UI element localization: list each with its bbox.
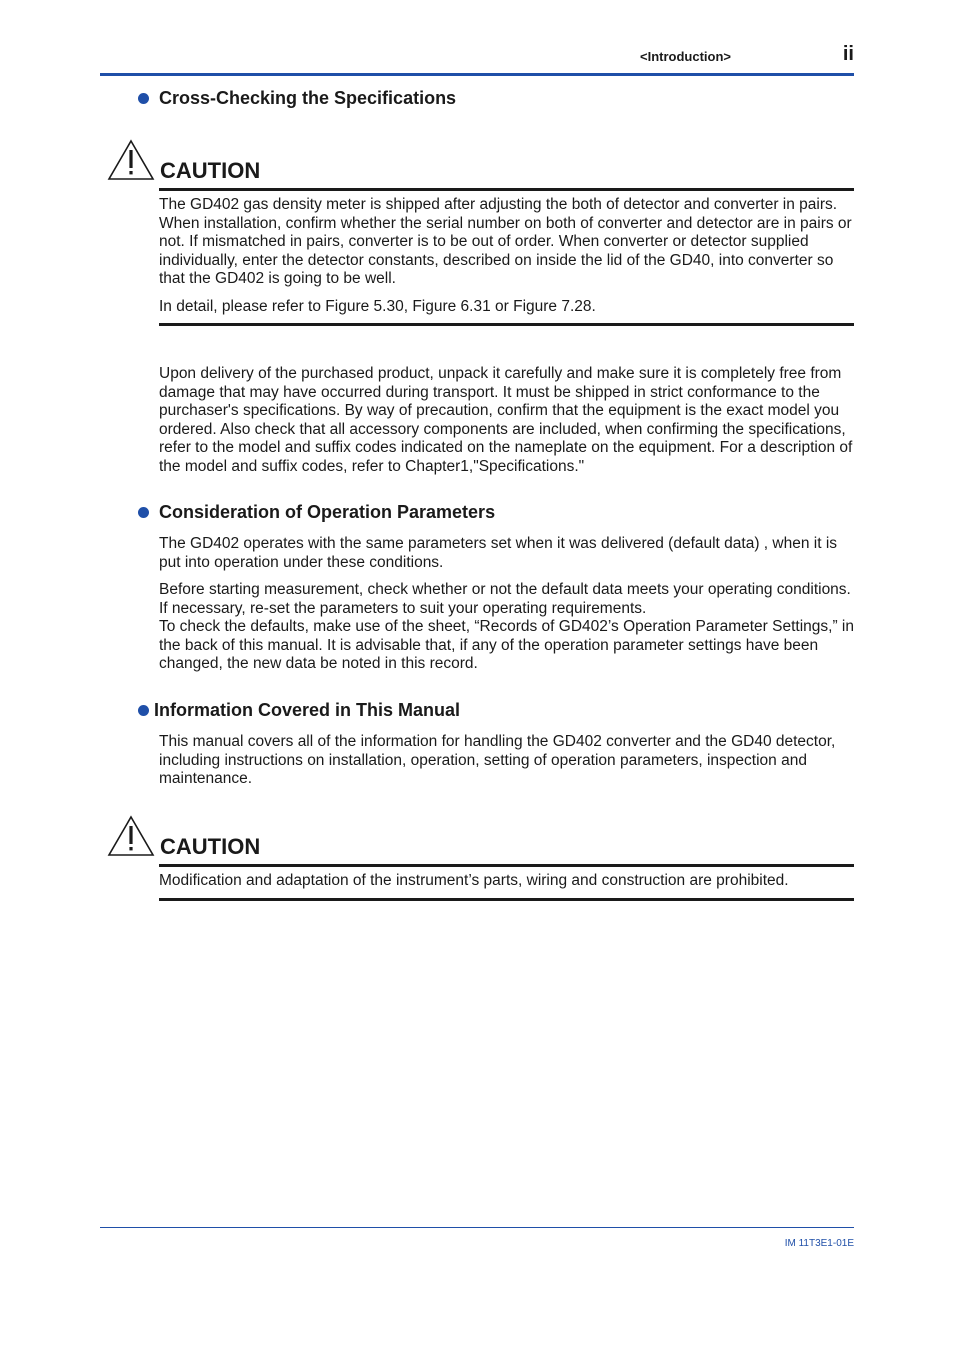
heading-information-covered: [138, 700, 460, 721]
caution-bottom-rule: [159, 323, 854, 326]
heading-cross-checking-text: Cross-Checking the Specifications: [159, 88, 457, 108]
cross-checking-body: Upon delivery of the purchased product, unpack it carefully and make sure it is completely free from damage that may have occurred during transport. It must be shipped in strict conformance to the purchaser's specifications. By way of precaution, confirm that the equipment is the exact model you ordered. Also check that all accessory components are included, when confirming the specifications, refer to the model and suffix codes indicated on the nameplate on the equipment. For a description of the model and suffix codes, refer to Chapter1,"Specifications.": [159, 365, 853, 475]
page-number: ii: [842, 43, 854, 65]
caution-bottom-rule: [159, 898, 854, 901]
header-rule: [100, 73, 854, 76]
document-number: IM 11T3E1-01E: [784, 1238, 854, 1249]
bullet-icon: [138, 705, 149, 716]
caution-paragraph-reference: In detail, please refer to Figure 5.30, Figure 6.31 or Figure 7.28.: [159, 298, 596, 315]
heading-operation-parameters: [138, 502, 495, 523]
heading-information-covered-text: Information Covered in This Manual: [154, 700, 461, 720]
bullet-icon: [138, 93, 149, 104]
warning-triangle-icon: [107, 139, 155, 181]
caution-top-rule: [159, 864, 854, 867]
operation-parameters-paragraph-1: The GD402 operates with the same parameters set when it was delivered (default data) , when it is put into operation under these conditions.: [159, 535, 838, 571]
caution-title: CAUTION: [160, 834, 261, 859]
operation-parameters-paragraph-2: Before starting measurement, check whether or not the default data meets your operating conditions. If necessary, re-set the parameters to suit your operating requirements.: [159, 581, 851, 617]
caution-paragraph: Modification and adaptation of the instrument’s parts, wiring and construction are prohibited.: [159, 872, 789, 889]
caution-paragraph: The GD402 gas density meter is shipped after adjusting the both of detector and converter in pairs. When installation, confirm whether the serial number on both of converter and detector are in pairs or not. If mismatched in pairs, converter is to be out of order. When converter or detector supplied individually, enter the detector constants, described on inside the lid of the GD40, into converter so that the GD402 is going to be well.: [159, 196, 852, 287]
heading-cross-checking: [138, 88, 456, 109]
bullet-icon: [138, 507, 149, 518]
warning-triangle-icon: [107, 815, 155, 857]
caution-top-rule: [159, 188, 854, 191]
footer-rule: [100, 1227, 854, 1228]
information-covered-body: This manual covers all of the information for handling the GD402 converter and the GD40 detector, including instructions on installation, operation, setting of operation parameters, inspection and maintenance.: [159, 733, 836, 787]
heading-operation-parameters-text: Consideration of Operation Parameters: [159, 502, 496, 522]
running-header-section: <Introduction>: [640, 49, 731, 64]
caution-title: CAUTION: [160, 158, 261, 183]
operation-parameters-paragraph-3: To check the defaults, make use of the sheet, “Records of GD402’s Operation Parameter Settings,” in the back of this manual. It is advisable that, if any of the operation parameter settings have been changed, the new data be noted in this record.: [159, 618, 854, 672]
